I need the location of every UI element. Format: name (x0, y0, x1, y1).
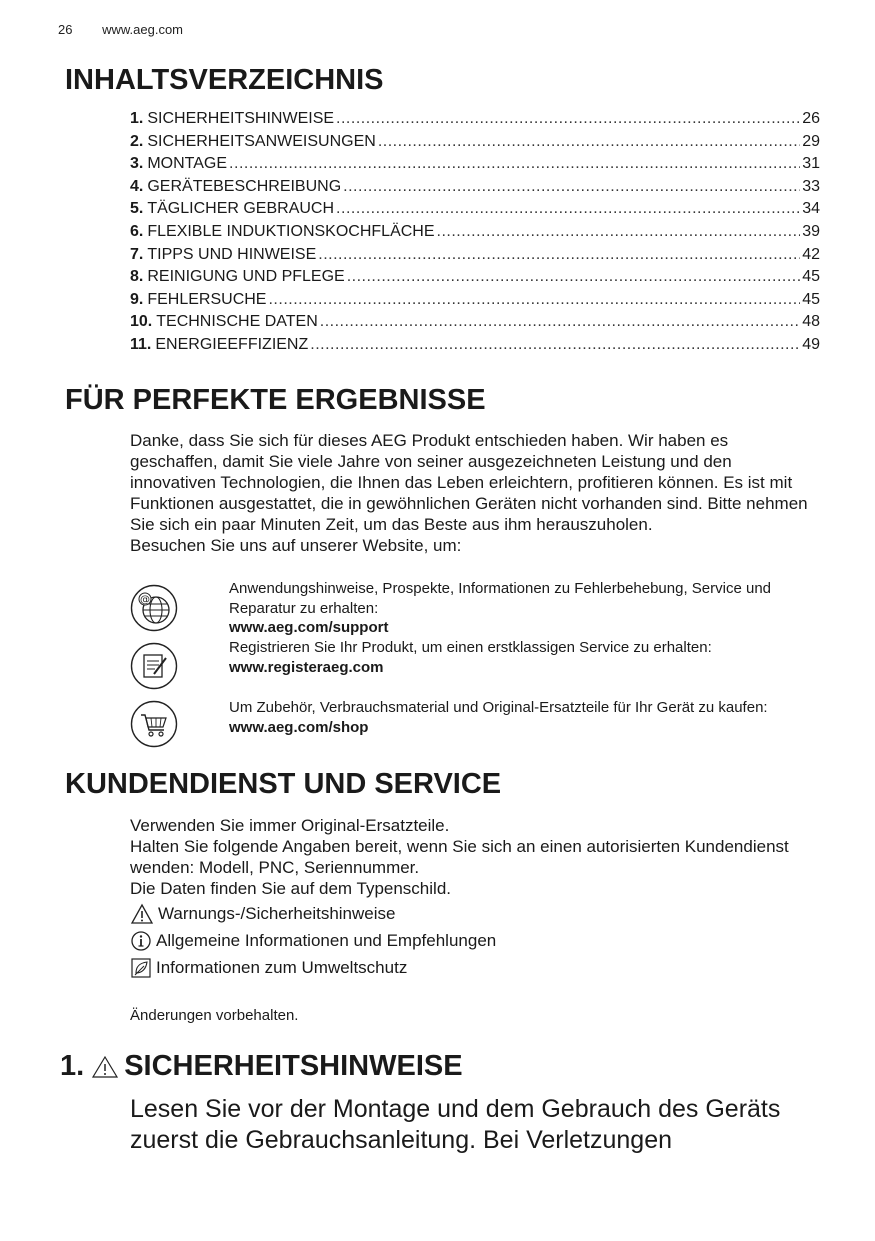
toc-item[interactable] (130, 313, 820, 336)
visit-intro: Besuchen Sie uns auf unserer Website, um: (130, 536, 462, 555)
toc-item-page: 34 (802, 200, 820, 218)
toc-item-number: 7. (130, 245, 144, 263)
support-link[interactable]: www.aeg.com/support (229, 619, 389, 636)
info-icon (130, 930, 152, 952)
toc-leader (336, 200, 800, 218)
toc-leader (320, 313, 800, 331)
toc-item[interactable] (130, 336, 820, 359)
table-of-contents (130, 110, 820, 359)
toc-item[interactable] (130, 200, 820, 223)
toc-item-label: REINIGUNG UND PFLEGE (147, 268, 345, 286)
section-title-perfect: FÜR PERFEKTE ERGEBNISSE (65, 384, 486, 416)
section-title-service: KUNDENDIENST UND SERVICE (65, 768, 502, 800)
toc-item-number: 11. (130, 335, 152, 353)
toc-item-number: 1. (130, 110, 144, 127)
toc-leader (347, 268, 801, 286)
legend-text: Informationen zum Umweltschutz (156, 957, 408, 977)
toc-item[interactable] (130, 291, 820, 314)
toc-item-number: 4. (130, 177, 144, 195)
toc-leader (318, 246, 800, 264)
toc-item[interactable] (130, 110, 820, 133)
warning-icon (130, 903, 154, 925)
visit-item (130, 694, 820, 754)
toc-item-page: 49 (802, 335, 820, 353)
legend-text: Warnungs-/Sicherheitshinweise (158, 903, 396, 923)
page-header (58, 22, 209, 37)
legend-item (130, 927, 820, 954)
warning-icon (90, 1054, 120, 1080)
service-line: Halten Sie folgende Angaben bereit, wenn Sie sich an einen autorisierten Kundendienst wenden: Modell, PNC, Seriennummer. (130, 837, 789, 877)
toc-item[interactable] (130, 223, 820, 246)
visit-item (130, 634, 820, 694)
visit-item-description: Um Zubehör, Verbrauchsmaterial und Original-Ersatzteile für Ihr Gerät zu kaufen: (229, 699, 768, 716)
toc-item-number: 6. (130, 222, 144, 240)
toc-item-page: 48 (802, 313, 820, 331)
leaf-icon (130, 957, 152, 979)
toc-item-page: 45 (802, 268, 820, 286)
toc-item-number: 2. (130, 132, 144, 150)
toc-item-label: ENERGIEEFFIZIENZ (155, 335, 309, 353)
changes-note: Änderungen vorbehalten. (130, 1007, 299, 1024)
toc-item-label: TÄGLICHER GEBRAUCH (147, 200, 335, 218)
toc-item-label: FEHLERSUCHE (147, 290, 267, 308)
toc-item-page: 31 (802, 155, 820, 173)
section-title-safety (60, 1050, 463, 1083)
service-text (130, 815, 820, 899)
visit-item-description: Registrieren Sie Ihr Produkt, um einen erstklassigen Service zu erhalten: (229, 639, 712, 656)
visit-list (130, 576, 820, 754)
globe-at-icon (130, 584, 178, 632)
visit-item-text (229, 579, 819, 638)
header-website[interactable]: www.aeg.com (102, 22, 184, 37)
shop-link[interactable]: www.aeg.com/shop (229, 718, 369, 736)
toc-leader (437, 223, 801, 241)
toc-item-page: 42 (802, 245, 820, 263)
toc-item-page: 26 (802, 110, 820, 127)
shopping-cart-icon (130, 700, 178, 748)
legend-item (130, 954, 820, 981)
service-line: Verwenden Sie immer Original-Ersatzteile. (130, 816, 450, 835)
visit-item-text (229, 698, 819, 737)
toc-item[interactable] (130, 133, 820, 156)
toc-item-number: 10. (130, 313, 153, 331)
visit-item-description: Anwendungshinweise, Prospekte, Informationen zu Fehlerbehebung, Service und Reparatur zu erhalten: (229, 580, 772, 617)
safety-paragraph: Lesen Sie vor der Montage und dem Gebrauch des Geräts zuerst die Gebrauchsanleitung. Bei Verletzungen (130, 1095, 781, 1154)
toc-item-number: 9. (130, 290, 144, 308)
symbol-legend (130, 900, 820, 981)
toc-item-label: GERÄTEBESCHREIBUNG (147, 177, 342, 195)
toc-item-label: TECHNISCHE DATEN (156, 313, 318, 331)
visit-item (130, 576, 820, 634)
toc-item-page: 29 (802, 132, 820, 150)
toc-item-page: 33 (802, 177, 820, 195)
perfect-text (130, 430, 820, 556)
toc-leader (268, 291, 800, 309)
toc-leader (229, 155, 800, 173)
svg-text:@: @ (140, 594, 150, 606)
service-line: Die Daten finden Sie auf dem Typenschild. (130, 879, 451, 898)
toc-item-label: FLEXIBLE INDUKTIONSKOCHFLÄCHE (147, 222, 435, 240)
toc-item[interactable] (130, 178, 820, 201)
register-icon (130, 642, 178, 690)
toc-item-number: 8. (130, 268, 144, 286)
toc-item-page: 39 (802, 222, 820, 240)
perfect-paragraph: Danke, dass Sie sich für dieses AEG Produkt entschieden haben. Wir haben es geschaffen, damit Sie viele Jahre von seiner ausgezeichneten Leistung und den innovativen Technologien, die Ihnen das Leben erleichtern, profitieren können. Es ist mit Funktionen ausgestattet, die in gewöhnlichen Geräten nicht vorhanden sind. Bitte nehmen Sie sich ein paar Minuten Zeit, um das Beste aus ihm herauszuholen. (130, 431, 808, 534)
visit-item-text (229, 638, 819, 677)
toc-leader (310, 336, 800, 354)
toc-item-label: MONTAGE (147, 155, 228, 173)
toc-item-label: SICHERHEITSANWEISUNGEN (147, 132, 376, 150)
toc-item-label: TIPPS UND HINWEISE (147, 245, 317, 263)
page-number: 26 (58, 22, 73, 37)
toc-title: INHALTSVERZEICHNIS (65, 64, 384, 96)
toc-item-number: 3. (130, 155, 144, 173)
toc-item[interactable] (130, 246, 820, 269)
toc-leader (378, 133, 800, 151)
legend-item (130, 900, 820, 927)
toc-item[interactable] (130, 155, 820, 178)
toc-leader (336, 110, 800, 128)
toc-leader (343, 178, 800, 196)
toc-item-label: SICHERHEITSHINWEISE (147, 110, 335, 127)
toc-item-page: 45 (802, 290, 820, 308)
toc-item[interactable] (130, 268, 820, 291)
legend-text: Allgemeine Informationen und Empfehlungen (156, 930, 497, 950)
section-title-text: SICHERHEITSHINWEISE (124, 1050, 463, 1082)
toc-item-number: 5. (130, 200, 144, 218)
section-number: 1. (60, 1050, 85, 1082)
register-link[interactable]: www.registeraeg.com (229, 658, 384, 676)
